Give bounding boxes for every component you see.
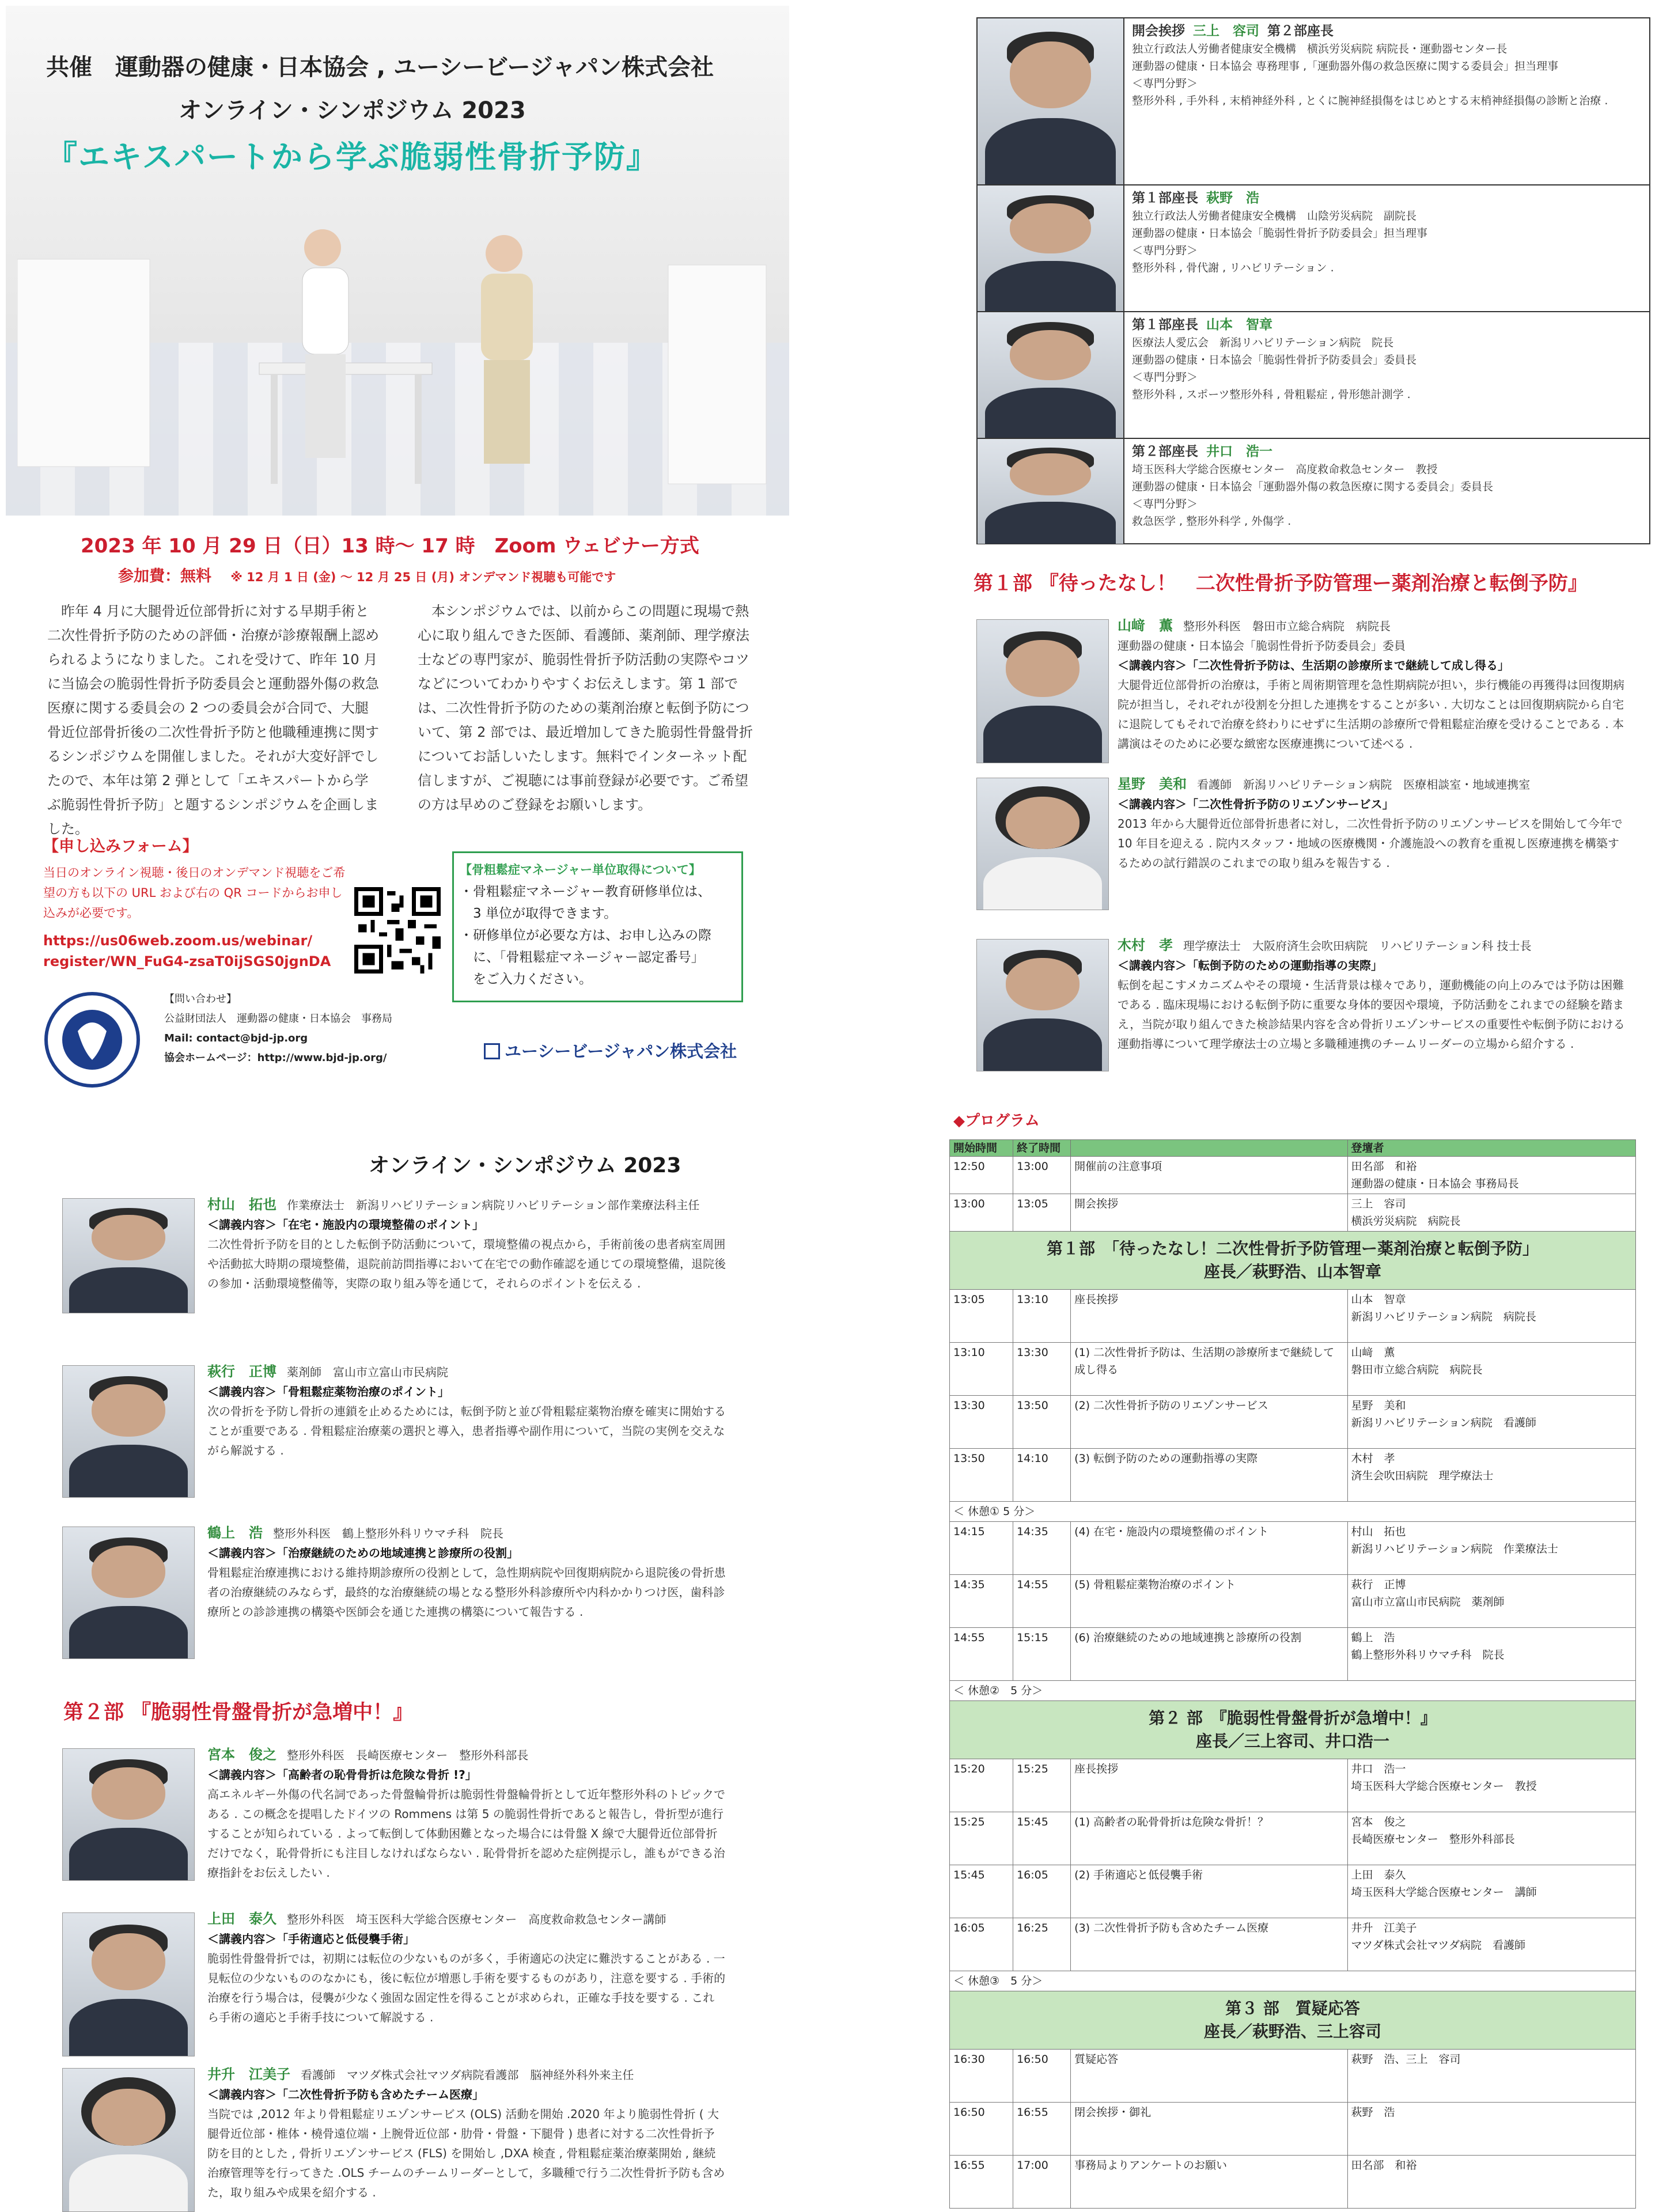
program-speaker-affil: 埼玉医科大学総合医療センター 教授 xyxy=(1351,1780,1537,1793)
organizers-line: 共催 運動器の健康・日本協会 , ユーシービージャパン株式会社 xyxy=(46,54,714,81)
program-speaker: 上田 泰久 xyxy=(1351,1869,1406,1881)
program-end: 17:00 xyxy=(1013,2156,1071,2209)
speaker-topic: ＜講義内容＞「骨粗鬆症薬物治療のポイント」 xyxy=(207,1385,449,1399)
speaker-block xyxy=(1118,774,1630,873)
program-speaker: 井口 浩一 xyxy=(1351,1763,1406,1775)
chair-info xyxy=(1132,442,1645,530)
program-row xyxy=(950,1194,1636,1232)
program-content: (4) 在宅・施設内の環境整備のポイント xyxy=(1071,1522,1347,1575)
program-end: 14:35 xyxy=(1013,1522,1071,1575)
program-speaker-affil: 鶴上整形外科リウマチ科 院長 xyxy=(1351,1649,1505,1661)
chair-detail: 救急医学 , 整形外科学 , 外傷学 . xyxy=(1132,515,1291,528)
program-break-cell: ＜ 休憩③ 5 分＞ xyxy=(950,1971,1636,1991)
speaker-affiliation: 整形外科医 磐田市立総合病院 病院長 xyxy=(1183,619,1391,633)
speaker-description: 転倒を起こすメカニズムやその環境・生活背景は様々であり，運動機能の向上のみでは予防は困難である . 臨床現場における転倒予防に重要な身体的要因や環境，予防活動をこれまでの経験を踏まえ，当院が取り組んできた検診結果内容を含め骨折リエゾンサービスの重要性や転倒予防における運動指導について理学療法士の立場と多職種連携のチームリーダーの立場から紹介する . xyxy=(1118,978,1625,1051)
program-header-row xyxy=(950,1140,1636,1157)
program-speaker-cell xyxy=(1347,1918,1635,1971)
speaker-photo xyxy=(62,1527,195,1659)
program-speaker-cell xyxy=(1347,1812,1635,1865)
program-content: (1) 二次性骨折予防は、生活期の診療所まで継続して成し得る xyxy=(1071,1343,1347,1396)
program-break-row xyxy=(950,1681,1636,1701)
chair-detail: 独立行政法人労働者健康安全機構 横浜労災病院 病院長・運動器センター長 xyxy=(1132,43,1508,55)
contact-site[interactable]: 協会ホームページ：http://www.bjd-jp.org/ xyxy=(164,1052,387,1064)
program-content: (3) 二次性骨折予防も含めたチーム医療 xyxy=(1071,1918,1347,1971)
program-speaker: 村山 拓也 xyxy=(1351,1525,1406,1538)
program-speaker-cell xyxy=(1347,1194,1635,1232)
event-name: オンライン・シンポジウム 2023 xyxy=(179,97,526,124)
program-start: 16:55 xyxy=(950,2156,1013,2209)
chair-detail: 独立行政法人労働者健康安全機構 山陰労災病院 副院長 xyxy=(1132,210,1417,222)
program-row xyxy=(950,1759,1636,1812)
program-speaker-affil: 新潟リハビリテーション病院 看護師 xyxy=(1351,1416,1536,1429)
program-start: 13:30 xyxy=(950,1396,1013,1449)
program-content: 座長挨拶 xyxy=(1071,1759,1347,1812)
program-speaker: 星野 美和 xyxy=(1351,1399,1406,1412)
program-speaker: 山﨑 薫 xyxy=(1351,1346,1395,1359)
program-speaker-cell xyxy=(1347,1628,1635,1681)
chair-detail: 医療法人愛広会 新潟リハビリテーション病院 院長 xyxy=(1132,336,1394,349)
program-speaker-cell xyxy=(1347,1396,1635,1449)
speaker-description: 高エネルギー外傷の代名詞であった骨盤輪骨折は脆弱性骨盤輪骨折として近年整形外科のトピックである . この概念を提唱したドイツの Rommens は第 5 の脆弱性骨折であると報告し，骨折型が進行することが知られている . よって転倒して体動困難となった場合には骨盤 X 線で大腿骨近位部骨折だけでなく，恥骨骨折にも注目しなければならない . 恥骨骨折を認めた症例提示し，誰もができる治療指針をお伝えしたい . xyxy=(207,1787,725,1880)
chair-info xyxy=(1132,189,1645,276)
speaker-name: 木村 孝 xyxy=(1118,937,1173,953)
program-speaker-affil: マツダ株式会社マツダ病院 看護師 xyxy=(1351,1939,1526,1952)
program-start: 14:55 xyxy=(950,1628,1013,1681)
chair-photo xyxy=(978,18,1124,184)
fee-row xyxy=(118,563,616,586)
contact-block xyxy=(164,990,392,1068)
program-speaker-cell xyxy=(1347,2050,1635,2103)
fee-label: 参加費：無料 xyxy=(118,567,211,585)
speaker-committee: 運動器の健康・日本協会「脆弱性骨折予防委員会」委員 xyxy=(1118,639,1406,653)
speaker-block xyxy=(207,1523,726,1622)
speaker-photo xyxy=(62,1365,195,1498)
program-start: 15:25 xyxy=(950,1812,1013,1865)
program-content: 開催前の注意事項 xyxy=(1071,1157,1347,1194)
speaker-topic: ＜講義内容＞「二次性骨折予防も含めたチーム医療」 xyxy=(207,2088,484,2101)
program-section-row xyxy=(950,1991,1636,2050)
program-row xyxy=(950,1628,1636,1681)
program-break-row xyxy=(950,1971,1636,1991)
program-start: 13:05 xyxy=(950,1290,1013,1343)
program-section-row xyxy=(950,1701,1636,1759)
chair-photo xyxy=(978,185,1124,311)
chair-detail: 埼玉医科大学総合医療センター 高度救命救急センター 教授 xyxy=(1132,463,1438,476)
speaker-name: 山﨑 薫 xyxy=(1118,618,1173,634)
speaker-affiliation: 整形外科医 埼玉医科大学総合医療センター 高度救命救急センター講師 xyxy=(287,1912,666,1926)
chair-heading xyxy=(1132,316,1645,334)
program-row xyxy=(950,1522,1636,1575)
speaker-block xyxy=(207,2065,726,2202)
program-content: (2) 二次性骨折予防のリエゾンサービス xyxy=(1071,1396,1347,1449)
program-speaker-affil: 新潟リハビリテーション病院 作業療法士 xyxy=(1351,1543,1558,1555)
program-speaker-cell xyxy=(1347,1290,1635,1343)
speaker-topic: ＜講義内容＞「高齢者の恥骨骨折は危険な骨折 !?」 xyxy=(207,1768,477,1782)
chair-role: 第１部座長 xyxy=(1132,191,1198,206)
chair-row xyxy=(978,185,1649,312)
chair-detail: 整形外科 , スポーツ整形外科 , 骨粗鬆症 , 骨形態計測学 . xyxy=(1132,388,1411,401)
contact-org: 公益財団法人 運動器の健康・日本協会 事務局 xyxy=(164,1013,392,1025)
program-end: 13:10 xyxy=(1013,1290,1071,1343)
program-row xyxy=(950,1575,1636,1628)
application-form xyxy=(43,835,354,972)
program-speaker-cell xyxy=(1347,1575,1635,1628)
section2-title: オンライン・シンポジウム 2023 xyxy=(369,1154,681,1177)
chair-name: 山本 智章 xyxy=(1206,317,1272,332)
program-row xyxy=(950,2050,1636,2103)
program-start: 15:20 xyxy=(950,1759,1013,1812)
program-section-title: 第１部 「待ったなし！二次性骨折予防管理ー薬剤治療と転倒予防」 xyxy=(1046,1239,1539,1258)
speaker-photo xyxy=(62,1198,195,1313)
speaker-description: 次の骨折を予防し骨折の連鎖を止めるためには，転倒予防と並び骨粗鬆症薬物治療を確実に開始することが重要である . 骨粗鬆症治療薬の選択と導入，患者指導や副作用について，当院の実例を交えながら解説する . xyxy=(207,1404,726,1457)
program-row xyxy=(950,1157,1636,1194)
speaker-block xyxy=(207,1195,726,1293)
chair-heading xyxy=(1132,22,1645,40)
speaker-block xyxy=(207,1362,726,1460)
qr-code[interactable] xyxy=(354,887,441,974)
program-row xyxy=(950,1812,1636,1865)
program-section-chairs: 座長／萩野浩、三上容司 xyxy=(1203,2022,1381,2041)
program-row xyxy=(950,1918,1636,1971)
program-section-title: 第３ 部 質疑応答 xyxy=(1225,1999,1360,2018)
speaker-photo xyxy=(62,1748,195,1881)
program-speaker-cell xyxy=(1347,1522,1635,1575)
program-end: 13:05 xyxy=(1013,1194,1071,1232)
chair-detail: 整形外科 , 骨代謝 , リハビリテーション . xyxy=(1132,262,1334,274)
chair-name: 井口 浩一 xyxy=(1206,444,1272,459)
program-speaker-affil: 済生会吹田病院 理学療法士 xyxy=(1351,1469,1494,1482)
speaker-topic: ＜講義内容＞「在宅・施設内の環境整備のポイント」 xyxy=(207,1218,484,1232)
program-section-row xyxy=(950,1232,1636,1290)
part1-heading: 第１部 『待ったなし！ 二次性骨折予防管理ー薬剤治療と転倒予防』 xyxy=(974,572,1588,595)
manager-heading: 【骨粗鬆症マネージャー単位取得について】 xyxy=(460,863,701,877)
chair-row xyxy=(978,312,1649,439)
speaker-name: 村山 拓也 xyxy=(207,1196,276,1213)
speaker-name: 星野 美和 xyxy=(1118,776,1187,792)
program-end: 13:00 xyxy=(1013,1157,1071,1194)
program-end: 13:30 xyxy=(1013,1343,1071,1396)
program-row xyxy=(950,2103,1636,2156)
program-speaker: 萩野 浩 xyxy=(1351,2106,1395,2119)
chair-role2: 第２部座長 xyxy=(1267,24,1334,39)
speaker-topic: ＜講義内容＞「二次性骨折予防は、生活期の診療所まで継続して成し得る」 xyxy=(1118,658,1509,672)
program-break-row xyxy=(950,1502,1636,1522)
ucb-logo-text: ユーシービージャパン株式会社 xyxy=(505,1041,737,1061)
consultation-illustration xyxy=(17,225,778,501)
speaker-heading xyxy=(1118,935,1630,956)
program-header-cell xyxy=(1071,1140,1347,1157)
program-row xyxy=(950,1343,1636,1396)
chair-heading xyxy=(1132,442,1645,461)
chair-info xyxy=(1132,316,1645,403)
speaker-affiliation: 理学療法士 大阪府済生会吹田病院 リハビリテーション科 技士長 xyxy=(1183,939,1532,953)
speaker-affiliation: 作業療法士 新潟リハビリテーション病院リハビリテーション部作業療法科主任 xyxy=(287,1198,700,1212)
speaker-heading xyxy=(1118,774,1630,794)
program-start: 16:50 xyxy=(950,2103,1013,2156)
program-section-cell xyxy=(950,1701,1636,1759)
chair-detail: 運動器の健康・日本協会 専務理事 ,「運動器外傷の救急医療に関する委員会」担当理事 xyxy=(1132,60,1559,73)
chair-detail: ＜専門分野＞ xyxy=(1132,371,1198,384)
program-start: 16:05 xyxy=(950,1918,1013,1971)
speaker-name: 宮本 俊之 xyxy=(207,1747,276,1763)
speaker-photo xyxy=(976,619,1109,763)
speaker-block xyxy=(207,1745,726,1883)
speaker-description: 骨粗鬆症治療連携における維持期診療所の役割として，急性期病院や回復期病院から退院後の骨折患者の治療継続のみならず，最終的な治療継続の場となる整形外科診療所や内科かかりつけ医，歯科診療所との診診連携の構築や医師会を通じた連携の構築について報告する . xyxy=(207,1566,726,1619)
chair-detail: 運動器の健康・日本協会「運動器外傷の救急医療に関する委員会」委員長 xyxy=(1132,480,1494,493)
program-start: 12:50 xyxy=(950,1157,1013,1194)
chair-detail: ＜専門分野＞ xyxy=(1132,244,1198,257)
program-speaker-affil: 新潟リハビリテーション病院 病院長 xyxy=(1351,1310,1536,1323)
chair-detail: 整形外科 , 手外科 , 末梢神経外科 , とくに腕神経損傷をはじめとする末梢神経損傷の診断と治療 . xyxy=(1132,94,1608,107)
speaker-topic: ＜講義内容＞「手術適応と低侵襲手術」 xyxy=(207,1932,415,1946)
speaker-name: 鶴上 浩 xyxy=(207,1525,263,1541)
program-speaker-affil: 埼玉医科大学総合医療センター 講師 xyxy=(1351,1886,1537,1899)
program-speaker: 鶴上 浩 xyxy=(1351,1631,1395,1644)
speaker-affiliation: 整形外科医 鶴上整形外科リウマチ科 院長 xyxy=(273,1527,503,1540)
program-table xyxy=(949,1139,1636,2209)
program-start: 15:45 xyxy=(950,1865,1013,1918)
speaker-name: 上田 泰久 xyxy=(207,1911,276,1927)
ondemand-note: ※ 12 月 1 日 (金) ～ 12 月 25 日 (月) オンデマンド視聴も可能です xyxy=(230,570,616,584)
program-end: 15:15 xyxy=(1013,1628,1071,1681)
speaker-block xyxy=(207,1909,726,2027)
speaker-heading xyxy=(207,1909,726,1929)
manager-line: に、「骨粗鬆症マネージャー認定番号」 xyxy=(460,950,704,965)
intro-right: 本シンポジウムでは、以前からこの問題に現場で熱心に取り組んできた医師、看護師、薬剤師、理学療法士などの専門家が、脆弱性骨折予防活動の実際やコツなどについてわかりやすくお伝えします。第 1 部では、二次性骨折予防のための薬剤治療と転倒予防について、第 2 部では、最近増加してきた脆弱性骨盤骨折についてお話しいたします。無料でインターネット配信しますが、ご視聴には事前登録が必要です。ご希望の方は早めのご登録をお願いします。 xyxy=(418,603,753,813)
program-heading: ◆プログラム xyxy=(953,1112,1040,1130)
form-heading: 【申し込みフォーム】 xyxy=(43,838,198,855)
manager-line: ・骨粗鬆症マネージャー教育研修単位は、 xyxy=(460,884,711,899)
chair-photo xyxy=(978,312,1124,438)
program-table-wrap xyxy=(949,1139,1636,2209)
program-speaker-affil: 富山市立富山市民病院 薬剤師 xyxy=(1351,1596,1505,1608)
intro-left: 昨年 4 月に大腿骨近位部骨折に対する早期手術と二次性骨折予防のための評価・治療が診療報酬上認められるようになりました。これを受けて、昨年 10 月に当協会の脆弱性骨折予防委員会と運動器外傷の救急医療に関する委員会の 2 つの委員会が合同で、大腿骨近位部骨折後の二次性骨折予防と他職種連携に関するシンポジウムを開催しました。それが大変好評でしたので、本年は第 2 弾として「エキスパートから学ぶ脆弱性骨折予防」と題するシンポジウムを企画しました。 xyxy=(47,603,379,837)
program-content: (1) 高齢者の恥骨骨折は危険な骨折！？ xyxy=(1071,1812,1347,1865)
program-header-cell: 登壇者 xyxy=(1347,1140,1635,1157)
program-section-chairs: 座長／三上容司、井口浩一 xyxy=(1195,1732,1389,1751)
speaker-description: 二次性骨折予防を目的とした転倒予防活動について，環境整備の視点から，手術前後の患者病室周囲や活動拡大時期の環境整備，退院前訪問指導において在宅での動作確認を通じての環境整備，退院後の参加・活動環境整備等，実際の取り組み等を通じて，それらのポイントを伝える . xyxy=(207,1237,726,1290)
program-row xyxy=(950,1865,1636,1918)
program-speaker-affil: 運動器の健康・日本協会 事務局長 xyxy=(1351,1177,1519,1190)
speaker-affiliation: 整形外科医 長崎医療センター 整形外科部長 xyxy=(287,1748,529,1762)
program-start: 14:15 xyxy=(950,1522,1013,1575)
chair-detail: ＜専門分野＞ xyxy=(1132,498,1198,510)
program-speaker: 木村 孝 xyxy=(1351,1452,1395,1465)
contact-mail[interactable]: Mail: contact@bjd-jp.org xyxy=(164,1032,308,1044)
form-text: 当日のオンライン視聴・後日のオンデマンド視聴をご希望の方も以下の URL および右の QR コードからお申し込みが必要です。 xyxy=(43,866,346,920)
program-break-cell: ＜ 休憩② 5 分＞ xyxy=(950,1681,1636,1701)
program-speaker-affil: 横浜労災病院 病院長 xyxy=(1351,1215,1461,1228)
manager-credit-box xyxy=(452,851,743,1002)
program-speaker-cell xyxy=(1347,1449,1635,1502)
chairs-table xyxy=(976,17,1650,544)
speaker-topic: ＜講義内容＞「二次性骨折予防のリエゾンサービス」 xyxy=(1118,797,1394,811)
chair-row xyxy=(978,18,1649,185)
chair-info xyxy=(1132,22,1645,109)
speaker-heading xyxy=(207,1195,726,1215)
speaker-description: 当院では ,2012 年より骨粗鬆症リエゾンサービス (OLS) 活動を開始 .2020 年より脆弱性骨折 ( 大腿骨近位部・椎体・橈骨遠位端・上腕骨近位部・肋骨・骨盤・下腿骨 ) 患者に対する二次性骨折予防を目的とした , 骨折リエゾンサービス (FLS) を開始し ,DXA 検査 , 骨粗鬆症薬治療薬開始 , 継続治療管理等を行ってきた .OLS チームのチームリーダーとして，多職種で行う二次性骨折予防も含めた，取り組みや成果を紹介する . xyxy=(207,2107,725,2199)
program-speaker-cell xyxy=(1347,1157,1635,1194)
program-speaker-affil: 長崎医療センター 整形外科部長 xyxy=(1351,1833,1515,1846)
speaker-photo xyxy=(62,2068,195,2212)
program-speaker-cell xyxy=(1347,1759,1635,1812)
hero-banner xyxy=(6,6,789,516)
form-url-line1[interactable]: https://us06web.zoom.us/webinar/ xyxy=(43,933,313,949)
speaker-topic: ＜講義内容＞「転倒予防のための運動指導の実際」 xyxy=(1118,959,1382,972)
chair-photo xyxy=(978,439,1124,544)
speaker-name: 萩行 正博 xyxy=(207,1363,276,1380)
program-start: 16:30 xyxy=(950,2050,1013,2103)
program-row xyxy=(950,1449,1636,1502)
program-speaker-cell xyxy=(1347,2103,1635,2156)
chair-heading xyxy=(1132,189,1645,207)
speaker-affiliation: 薬剤師 富山市立富山市民病院 xyxy=(287,1365,448,1379)
speaker-heading xyxy=(207,1362,726,1382)
symposium-title: 『エキスパートから学ぶ脆弱性骨折予防』 xyxy=(46,139,658,175)
program-row xyxy=(950,1396,1636,1449)
date-line: 2023 年 10 月 29 日（日）13 時～ 17 時 Zoom ウェビナー方式 xyxy=(81,535,699,558)
program-speaker: 田名部 和裕 xyxy=(1351,1160,1417,1173)
chair-role: 開会挨拶 xyxy=(1132,24,1185,39)
program-end: 13:50 xyxy=(1013,1396,1071,1449)
speaker-heading xyxy=(207,1523,726,1543)
speaker-photo xyxy=(976,778,1109,910)
global-alliance-logo xyxy=(43,991,141,1089)
program-section-title: 第２ 部 『脆弱性骨盤骨折が急増中！』 xyxy=(1149,1709,1437,1728)
chair-detail: 運動器の健康・日本協会「脆弱性骨折予防委員会」委員長 xyxy=(1132,354,1417,366)
chair-name: 萩野 浩 xyxy=(1206,191,1259,206)
program-end: 16:25 xyxy=(1013,1918,1071,1971)
program-row xyxy=(950,2156,1636,2209)
program-end: 16:50 xyxy=(1013,2050,1071,2103)
program-header-cell: 終了時間 xyxy=(1013,1140,1071,1157)
program-start: 14:35 xyxy=(950,1575,1013,1628)
chair-row xyxy=(978,439,1649,544)
speaker-name: 井升 江美子 xyxy=(207,2066,290,2082)
program-content: 座長挨拶 xyxy=(1071,1290,1347,1343)
contact-heading: 【問い合わせ】 xyxy=(164,993,237,1005)
program-speaker-cell xyxy=(1347,2156,1635,2209)
program-content: 質疑応答 xyxy=(1071,2050,1347,2103)
chair-name: 三上 容司 xyxy=(1193,24,1259,39)
program-content: (3) 転倒予防のための運動指導の実際 xyxy=(1071,1449,1347,1502)
program-speaker: 萩行 正博 xyxy=(1351,1578,1406,1591)
program-speaker-cell xyxy=(1347,1865,1635,1918)
part2-heading: 第２部 『脆弱性骨盤骨折が急増中！』 xyxy=(63,1701,414,1724)
program-section-cell xyxy=(950,1991,1636,2050)
speaker-heading xyxy=(1118,616,1630,636)
program-end: 16:05 xyxy=(1013,1865,1071,1918)
manager-line: ・研修単位が必要な方は、お申し込みの際 xyxy=(460,928,711,943)
speaker-affiliation: 看護師 新潟リハビリテーション病院 医療相談室・地域連携室 xyxy=(1197,778,1531,791)
program-speaker: 井升 江美子 xyxy=(1351,1922,1417,1934)
program-end: 15:25 xyxy=(1013,1759,1071,1812)
program-end: 14:10 xyxy=(1013,1449,1071,1502)
program-end: 15:45 xyxy=(1013,1812,1071,1865)
program-end: 16:55 xyxy=(1013,2103,1071,2156)
speaker-affiliation: 看護師 マツダ株式会社マツダ病院看護部 脳神経外科外来主任 xyxy=(301,2068,634,2082)
program-speaker-affil: 磐田市立総合病院 病院長 xyxy=(1351,1363,1483,1376)
program-speaker: 三上 容司 xyxy=(1351,1198,1406,1210)
program-start: 13:00 xyxy=(950,1194,1013,1232)
ucb-logo xyxy=(484,1039,737,1062)
program-speaker: 萩野 浩、三上 容司 xyxy=(1351,2053,1461,2066)
speaker-topic: ＜講義内容＞「治療継続のための地域連携と診療所の役割」 xyxy=(207,1546,518,1560)
chair-role: 第１部座長 xyxy=(1132,317,1198,332)
program-section-cell xyxy=(950,1232,1636,1290)
speaker-block xyxy=(1118,935,1630,1054)
program-speaker: 宮本 俊之 xyxy=(1351,1816,1406,1828)
speaker-heading xyxy=(207,1745,726,1765)
program-start: 13:50 xyxy=(950,1449,1013,1502)
speaker-description: 大腿骨近位部骨折の治療は，手術と周術期管理を急性期病院が担い，歩行機能の再獲得は回復期病院が担当し，それぞれが役割を分担した連携をすることが多い . 大切なことは回復期病院から自宅に退院してもそれで治療を終わりにせずに生活期の診療所で骨粗鬆症治療を受けることである . 本講演はそのために必要な緻密な医療連携について述べる . xyxy=(1118,678,1624,751)
program-speaker: 山本 智章 xyxy=(1351,1293,1406,1306)
program-content: 事務局よりアンケートのお願い xyxy=(1071,2156,1347,2209)
program-content: (6) 治療継続のための地域連携と診療所の役割 xyxy=(1071,1628,1347,1681)
program-speaker: 田名部 和裕 xyxy=(1351,2159,1417,2172)
program-row xyxy=(950,1290,1636,1343)
chair-detail: 運動器の健康・日本協会「脆弱性骨折予防委員会」担当理事 xyxy=(1132,227,1428,240)
chair-role: 第２部座長 xyxy=(1132,444,1198,459)
chair-detail: ＜専門分野＞ xyxy=(1132,77,1198,90)
speaker-heading xyxy=(207,2065,726,2085)
program-break-cell: ＜ 休憩① 5 分＞ xyxy=(950,1502,1636,1522)
program-section-chairs: 座長／萩野浩、山本智章 xyxy=(1203,1262,1381,1281)
manager-line: をご入力ください。 xyxy=(460,972,592,987)
ucb-mark-icon xyxy=(484,1043,500,1059)
manager-line: 3 単位が取得できます。 xyxy=(460,906,618,921)
form-url-line2[interactable]: register/WN_FuG4-zsaT0ijSGS0jgnDA xyxy=(43,953,331,969)
program-start: 13:10 xyxy=(950,1343,1013,1396)
speaker-photo xyxy=(62,1912,195,2056)
speaker-photo xyxy=(976,939,1109,1071)
program-content: (2) 手術適応と低侵襲手術 xyxy=(1071,1865,1347,1918)
speaker-block xyxy=(1118,616,1630,753)
program-content: 開会挨拶 xyxy=(1071,1194,1347,1232)
program-header-cell: 開始時間 xyxy=(950,1140,1013,1157)
speaker-description: 2013 年から大腿骨近位部骨折患者に対し，二次性骨折予防のリエゾンサービスを開始して今年で 10 年目を迎える . 院内スタッフ・地域の医療機関・介護施設への教育を重視し医療連携を構築するための試行錯誤のこれまでの取り組みを報告する . xyxy=(1118,817,1623,870)
program-speaker-cell xyxy=(1347,1343,1635,1396)
program-content: 閉会挨拶・御礼 xyxy=(1071,2103,1347,2156)
program-end: 14:55 xyxy=(1013,1575,1071,1628)
program-content: (5) 骨粗鬆症薬物治療のポイント xyxy=(1071,1575,1347,1628)
speaker-description: 脆弱性骨盤骨折では，初期には転位の少ないものが多く，手術適応の決定に難渋することがある . 一見転位の少ないもののなかにも，後に転位が増悪し手術を要するものがあり，注意を要する . 手術的治療を行う場合は，侵襲が少なく強固な固定性を得ることが求められ，正確な手技を要する . これら手術の適応と手術手技について解説する . xyxy=(207,1952,726,2024)
